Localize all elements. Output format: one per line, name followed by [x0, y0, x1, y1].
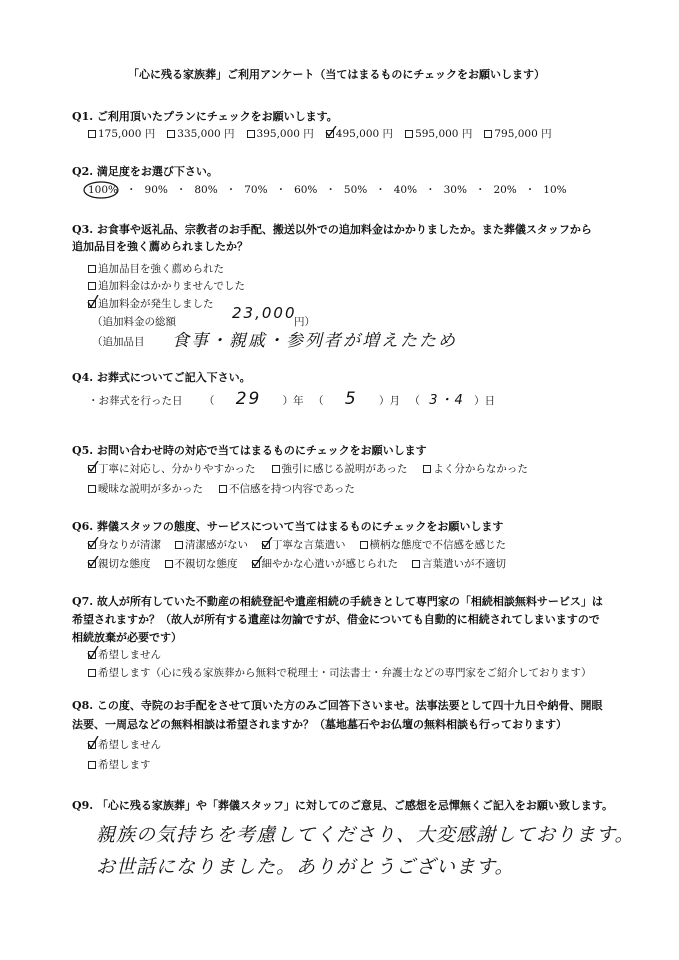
q9-comment-line1[interactable]: 親族の気持ちを考慮してくださり、大変感謝しております。 — [96, 824, 635, 846]
q3-total-value[interactable]: 23,000 — [232, 304, 297, 322]
q5-option[interactable]: 強引に感じる説明があった — [272, 461, 408, 476]
q6-option[interactable]: 横柄な態度で不信感を感じた — [360, 537, 507, 552]
q1-options — [88, 126, 552, 141]
checkbox-checked[interactable] — [326, 130, 334, 138]
q3-items-label: （追加品目 — [92, 336, 145, 348]
q3-total-label: （追加料金の総額 — [92, 316, 176, 328]
q2-option[interactable]: 10% — [543, 184, 567, 196]
q6-row1 — [88, 537, 506, 552]
q1-option-checked[interactable]: 495,000 円 — [326, 126, 393, 141]
checkbox[interactable] — [88, 669, 96, 677]
q5-option-checked[interactable]: 丁寧に対応し、分かりやすかった — [88, 461, 256, 476]
checkbox[interactable] — [484, 130, 492, 138]
checkbox[interactable] — [88, 761, 96, 769]
check-mark-icon — [325, 126, 337, 138]
checkbox[interactable] — [165, 560, 173, 568]
q1-heading: Q1. ご利用頂いたプランにチェックをお願いします。 — [72, 110, 338, 123]
q7-heading-line1: Q7. 故人が所有していた不動産の相続登記や遺産相続の手続きとして専門家の「相続相談無料サービス」は — [72, 595, 603, 608]
checkbox-checked[interactable] — [88, 651, 96, 659]
circle-mark-icon — [82, 180, 120, 200]
checkbox[interactable] — [88, 265, 96, 273]
q6-option[interactable]: 不親切な態度 — [165, 556, 238, 571]
check-mark-icon — [251, 556, 263, 568]
q1-option[interactable]: 795,000 円 — [484, 126, 551, 141]
q8-heading-line1: Q8. この度、寺院のお手配をさせて頂いた方のみご回答下さいませ。法事法要として四十九日や納骨、開眼 — [72, 699, 603, 712]
checkbox-checked[interactable] — [88, 300, 96, 308]
checkbox-checked[interactable] — [252, 560, 260, 568]
q3-heading-line2: 追加品目を強く薦められましたか？ — [72, 240, 248, 253]
checkbox[interactable] — [412, 560, 420, 568]
check-mark-icon — [261, 537, 273, 549]
page-title: 「心に残る家族葬」ご利用アンケート（当てはまるものにチェックをお願いします） — [128, 68, 546, 81]
q2-option[interactable]: 60% — [294, 184, 318, 196]
q3-option[interactable]: 追加品目を強く薦められた — [88, 261, 224, 276]
q7-option-checked[interactable]: 希望しません — [88, 647, 161, 662]
checkbox[interactable] — [423, 465, 431, 473]
q6-option[interactable]: 清潔感がない — [175, 537, 248, 552]
q3-heading-line1: Q3. お食事や返礼品、宗教者のお手配、搬送以外での追加料金はかかりましたか。また葬儀スタッフから — [72, 223, 592, 236]
q6-option[interactable]: 言葉遣いが不適切 — [412, 556, 506, 571]
q4-year-value[interactable]: 29 — [235, 389, 262, 409]
q2-option-selected[interactable]: 100% — [88, 184, 118, 196]
q7-heading-line2: 希望されますか？（故人が所有する遺産は勿論ですが、借金についても自動的に相続されてしまいますので — [72, 613, 600, 626]
check-mark-icon — [87, 537, 99, 549]
q4-day-value[interactable]: 3・4 — [429, 393, 465, 408]
q1-option[interactable]: 175,000 円 — [88, 126, 155, 141]
q5-option[interactable]: 不信感を持つ内容であった — [219, 481, 355, 496]
checkbox[interactable] — [272, 465, 280, 473]
q2-option[interactable]: 80% — [194, 184, 218, 196]
q9-comment-line2[interactable]: お世話になりました。ありがとうございます。 — [96, 856, 515, 878]
checkbox[interactable] — [360, 541, 368, 549]
q2-option[interactable]: 40% — [393, 184, 418, 196]
q7-heading-line3: 相続放棄が必要です） — [72, 631, 182, 644]
checkbox-checked[interactable] — [88, 741, 96, 749]
checkbox[interactable] — [88, 282, 96, 290]
q3-total-unit: 円） — [294, 316, 315, 328]
q3-items-value[interactable]: 食事・親戚・参列者が増えたため — [172, 331, 457, 351]
q6-option-checked[interactable]: 丁寧な言葉遣い — [262, 537, 346, 552]
check-mark-icon — [87, 646, 99, 660]
checkbox[interactable] — [167, 130, 175, 138]
q5-row1 — [88, 461, 528, 476]
q4-date-row: ・お葬式を行った日 （ 29 ）年 （ 5 ）月 （ 3・4 ）日 — [88, 389, 496, 409]
q1-option[interactable]: 395,000 円 — [247, 126, 314, 141]
q5-row2 — [88, 481, 355, 496]
q2-option[interactable]: 20% — [493, 184, 517, 196]
q6-option-checked[interactable]: 細やかな心遣いが感じられた — [252, 556, 399, 571]
q2-heading: Q2. 満足度をお選び下さい。 — [72, 165, 218, 178]
checkbox-checked[interactable] — [262, 541, 270, 549]
checkbox-checked[interactable] — [88, 560, 96, 568]
q2-options: 100% ・ 90% ・ 80% ・ 70% ・ 60% ・ 50% ・ 40% ・ 30% ・ 20% ・ 10% — [88, 182, 567, 197]
q5-option[interactable]: 曖昧な説明が多かった — [88, 481, 203, 496]
q4-month-value[interactable]: 5 — [344, 389, 358, 409]
q5-option[interactable]: よく分からなかった — [423, 461, 528, 476]
q6-heading: Q6. 葬儀スタッフの態度、サービスについて当てはまるものにチェックをお願いします — [72, 520, 504, 533]
checkbox[interactable] — [219, 485, 227, 493]
checkbox-checked[interactable] — [88, 541, 96, 549]
q6-option-checked[interactable]: 親切な態度 — [88, 556, 151, 571]
q9-heading: Q9. 「心に残る家族葬」や「葬儀スタッフ」に対してのご意見、ご感想を忌憚無くご記入をお願い致します。 — [72, 799, 614, 812]
check-mark-icon — [87, 556, 99, 568]
q1-option[interactable]: 595,000 円 — [405, 126, 472, 141]
check-mark-icon — [87, 295, 99, 309]
q2-option[interactable]: 70% — [244, 184, 268, 196]
checkbox[interactable] — [405, 130, 413, 138]
q2-option[interactable]: 30% — [443, 184, 467, 196]
q5-heading: Q5. お問い合わせ時の対応で当てはまるものにチェックをお願いします — [72, 444, 427, 457]
checkbox-checked[interactable] — [88, 465, 96, 473]
q2-option[interactable]: 50% — [343, 184, 368, 196]
q4-heading: Q4. お葬式についてご記入下さい。 — [72, 371, 251, 384]
q4-date-label: ・お葬式を行った日 — [88, 395, 183, 407]
checkbox[interactable] — [247, 130, 255, 138]
checkbox[interactable] — [88, 130, 96, 138]
q3-option-checked[interactable]: 追加料金が発生しました — [88, 296, 214, 311]
q8-heading-line2: 法要、一周忌などの無料相談は希望されますか？（墓地墓石やお仏壇の無料相談も行っております） — [72, 718, 567, 731]
q2-option[interactable]: 90% — [144, 184, 168, 196]
q6-row2 — [88, 556, 506, 571]
checkbox[interactable] — [88, 485, 96, 493]
q8-option-checked[interactable]: 希望しません — [88, 737, 161, 752]
q6-option-checked[interactable]: 身なりが清潔 — [88, 537, 161, 552]
check-mark-icon — [87, 736, 99, 750]
checkbox[interactable] — [175, 541, 183, 549]
q3-option[interactable]: 追加料金はかかりませんでした — [88, 278, 245, 293]
q8-option[interactable]: 希望します — [88, 757, 151, 772]
q1-option[interactable]: 335,000 円 — [167, 126, 234, 141]
check-mark-icon — [87, 461, 99, 473]
q7-option[interactable]: 希望します（心に残る家族葬から無料で税理士・司法書士・弁護士などの専門家をご紹介しております） — [88, 665, 592, 680]
